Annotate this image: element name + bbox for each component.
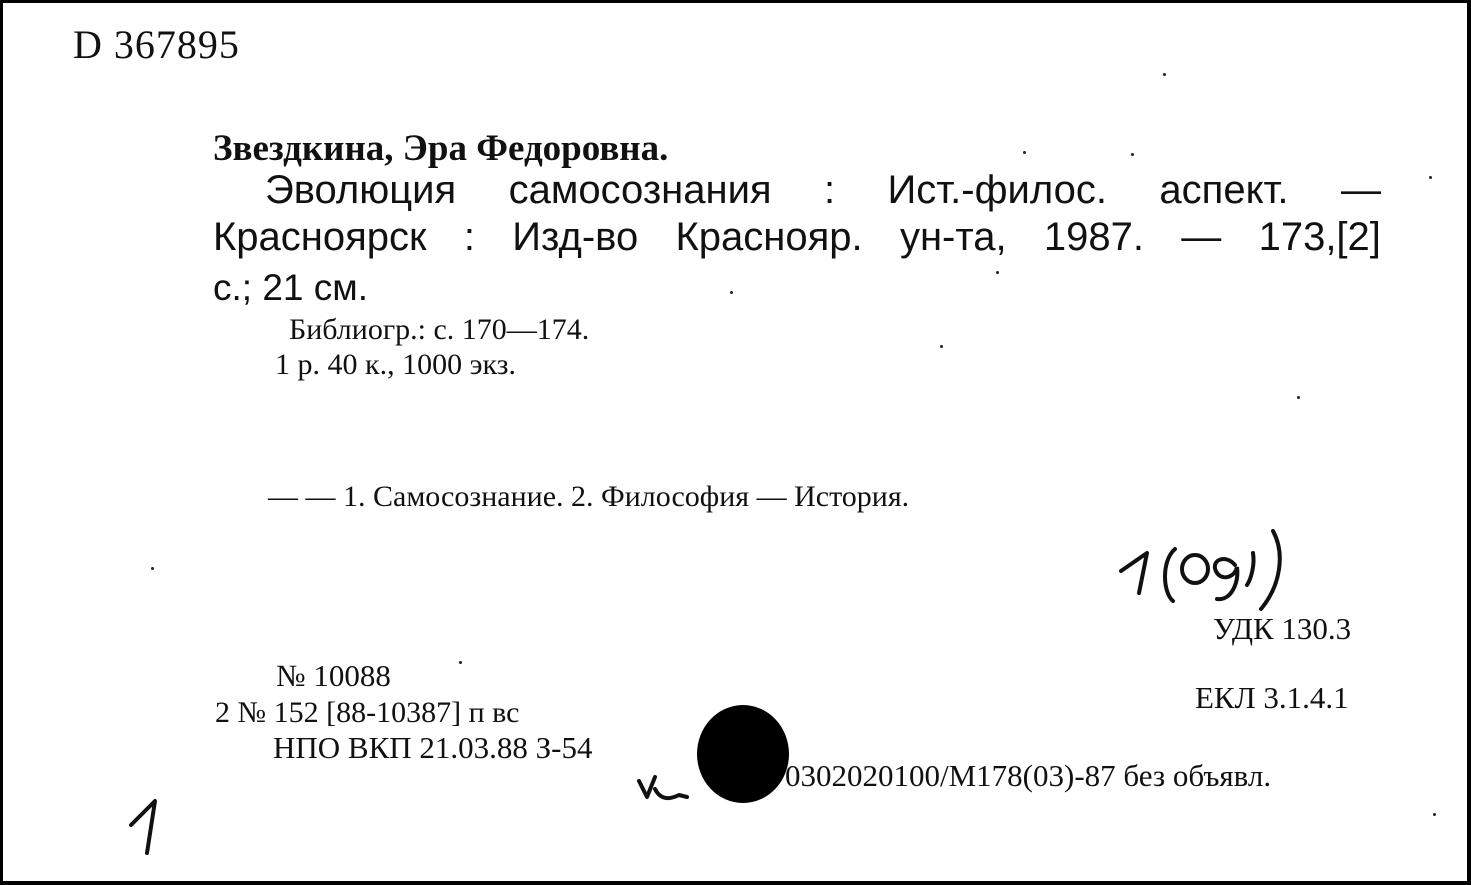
- scan-speck: [940, 345, 943, 348]
- imprint-word: Изд-во: [512, 215, 639, 259]
- scan-speck: [1429, 176, 1432, 179]
- title-word: —: [1340, 168, 1381, 212]
- bibliography-note: Библиогр.: с. 170—174.: [289, 313, 590, 346]
- order-number: № 10088: [276, 658, 391, 693]
- imprint-word: Красноярск: [213, 215, 427, 259]
- title-word: :: [824, 168, 836, 212]
- ekl-code: ЕКЛ 3.1.4.1: [1195, 680, 1349, 715]
- inventory-number: D 367895: [73, 22, 240, 67]
- imprint-word: —: [1181, 215, 1222, 259]
- title-line: [265, 168, 1381, 213]
- imprint-word: 1987.: [1043, 215, 1144, 259]
- scan-speck: [1297, 396, 1300, 399]
- npo-line: НПО ВКП 21.03.88 З-54: [273, 730, 593, 765]
- pages-line: с.; 21 см.: [213, 267, 368, 308]
- handwritten-classification: [1113, 523, 1303, 613]
- scan-speck: [151, 567, 154, 570]
- imprint-line: [213, 215, 1381, 260]
- handwritten-corner-mark: [121, 789, 181, 859]
- scan-speck: [1023, 151, 1026, 154]
- subject-headings: — — 1. Самосознание. 2. Философия — История.: [268, 480, 910, 513]
- scan-speck: [459, 661, 462, 664]
- scan-speck: [1131, 153, 1134, 156]
- handwritten-initial: [635, 765, 691, 805]
- price-note: 1 р. 40 к., 1000 экз.: [275, 348, 516, 381]
- scan-speck: [1433, 813, 1436, 816]
- udk-code: УДК 130.3: [1213, 611, 1352, 646]
- imprint-word: Краснояр.: [675, 215, 863, 259]
- registration-line: 2 № 152 [88-10387] п вс: [215, 696, 520, 729]
- title-word: Эволюция: [265, 168, 457, 212]
- title-word: Ист.-филос.: [887, 168, 1108, 212]
- author-heading: Звездкина, Эра Федоровна.: [213, 128, 669, 169]
- scan-speck: [996, 271, 999, 274]
- scan-speck: [1163, 73, 1166, 76]
- title-word: аспект.: [1159, 168, 1289, 212]
- classification-code: 0302020100/М178(03)-87 без объявл.: [785, 758, 1272, 793]
- punch-hole: [697, 705, 789, 803]
- imprint-word: 173,[2]: [1258, 215, 1381, 259]
- imprint-word: :: [463, 215, 475, 259]
- title-word: самосознания: [508, 168, 772, 212]
- imprint-word: ун-та,: [899, 215, 1007, 259]
- scan-speck: [730, 291, 733, 294]
